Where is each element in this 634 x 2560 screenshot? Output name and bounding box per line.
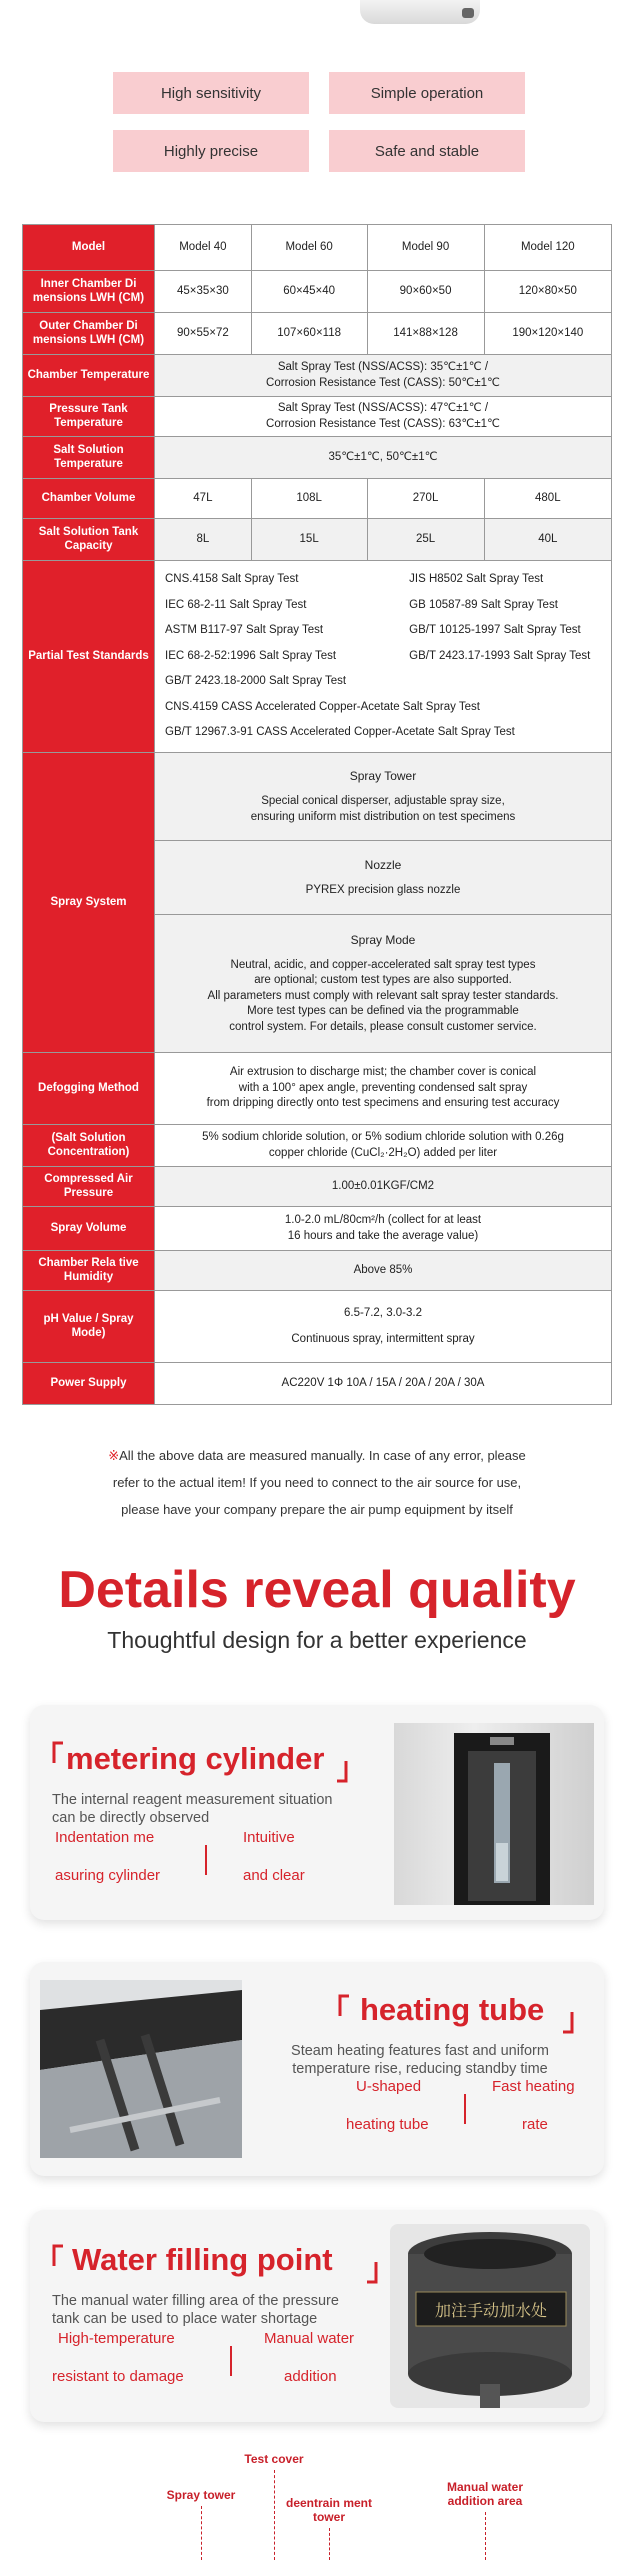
cell-line: with a 100° apex angle, preventing condensed salt spray	[238, 1081, 528, 1094]
row-label-humidity: Chamber Rela tive Humidity	[23, 1251, 155, 1291]
feature-text: and clear	[243, 1867, 305, 1884]
table-cell: 45×35×30	[155, 271, 252, 313]
standard-item: GB/T 2423.18-2000 Salt Spray Test	[165, 675, 347, 688]
card-title: metering cylinder	[66, 1741, 325, 1776]
desc-line: tank can be used to place water shortage	[52, 2311, 318, 2327]
row-label-solution-temp: Salt Solution Temperature	[23, 437, 155, 479]
feature-text: Fast heating	[492, 2078, 575, 2095]
table-cell	[155, 1291, 612, 1363]
bracket-close-icon	[336, 1759, 348, 1783]
table-cell	[155, 1053, 612, 1125]
cell-line: Special conical disperser, adjustable spray size,	[261, 795, 505, 808]
feature-text: rate	[522, 2116, 548, 2133]
row-label-volume: Chamber Volume	[23, 479, 155, 519]
row-label-inner: Inner Chamber Di mensions LWH (CM)	[23, 271, 155, 313]
table-cell	[155, 753, 612, 841]
model-cell: Model 90	[367, 225, 484, 271]
feature-text: High-temperature	[58, 2330, 175, 2347]
table-cell	[155, 915, 612, 1053]
feature-pill-stable: Safe and stable	[329, 130, 525, 172]
leader-line	[485, 2512, 486, 2560]
table-cell: 107×60×118	[251, 313, 367, 355]
row-label-standards: Partial Test Standards	[23, 561, 155, 753]
water-plate-text: 加注手动加水处	[434, 2300, 547, 2320]
divider	[464, 2094, 466, 2124]
table-cell: 108L	[251, 479, 367, 519]
bracket-open-icon	[52, 2244, 64, 2268]
standard-item: CNS.4158 Salt Spray Test	[165, 573, 299, 586]
feature-pill-operation: Simple operation	[329, 72, 525, 114]
standard-item: ASTM B117-97 Salt Spray Test	[165, 624, 324, 637]
feature-text: U-shaped	[356, 2078, 422, 2095]
table-row	[23, 1207, 612, 1251]
divider	[205, 1845, 207, 1875]
table-cell: 15L	[251, 519, 367, 561]
label-spray-tower: Spray tower	[166, 2488, 236, 2502]
cell-line: Corrosion Resistance Test (CASS): 50℃±1℃	[266, 376, 500, 389]
cell-line: from dripping directly onto test specimens and ensuring test accuracy	[206, 1097, 560, 1110]
desc-line: The manual water filling area of the pressure	[52, 2293, 339, 2309]
cell-line: copper chloride (CuCl₂·2H₂O) added per liter	[268, 1146, 498, 1159]
feature-text: Intuitive	[243, 1829, 295, 1846]
feature-text: addition	[284, 2368, 337, 2385]
card-title: Water filling point	[72, 2242, 333, 2277]
table-row	[23, 225, 612, 271]
table-cell	[155, 355, 612, 397]
spray-mode-title: Spray Mode	[350, 932, 416, 947]
cell-line: PYREX precision glass nozzle	[305, 883, 461, 896]
standard-item: IEC 68-2-52:1996 Salt Spray Test	[165, 649, 337, 662]
table-row	[23, 271, 612, 313]
card-description	[260, 2042, 580, 2078]
cell-line: ensuring uniform mist distribution on test specimens	[250, 810, 516, 823]
cell-line: All parameters must comply with relevant salt spray tester standards.	[207, 989, 559, 1002]
leader-line	[274, 2470, 275, 2560]
model-cell: Model 60	[251, 225, 367, 271]
spec-table	[22, 224, 612, 1405]
detail-card-water	[30, 2210, 604, 2422]
row-label-ph: pH Value / Spray Mode)	[23, 1291, 155, 1363]
table-row	[23, 753, 612, 841]
standards-cell	[155, 561, 612, 753]
detail-card-metering	[30, 1705, 604, 1920]
table-row	[23, 1053, 612, 1125]
standard-item: GB/T 2423.17-1993 Salt Spray Test	[409, 649, 591, 662]
cell-line: 16 hours and take the average value)	[287, 1229, 479, 1242]
heating-tube-photo	[40, 1980, 242, 2158]
row-label-spray-system: Spray System	[23, 753, 155, 1053]
standard-item: GB 10587-89 Salt Spray Test	[409, 598, 558, 611]
table-row	[23, 1167, 612, 1207]
table-cell: 480L	[484, 479, 611, 519]
row-label-air-pressure: Compressed Air Pressure	[23, 1167, 155, 1207]
feature-text: asuring cylinder	[55, 1867, 161, 1884]
measurement-note	[40, 1442, 594, 1523]
row-label-spray-volume: Spray Volume	[23, 1207, 155, 1251]
table-cell	[155, 397, 612, 437]
cell-line: Air extrusion to discharge mist; the chamber cover is conical	[229, 1066, 537, 1079]
card-description	[52, 1791, 333, 1827]
cell-line: Salt Spray Test (NSS/ACSS): 47℃±1℃ /	[277, 401, 489, 414]
standard-item: GB/T 12967.3-91 CASS Accelerated Copper-Acetate Salt Spray Test	[165, 726, 515, 739]
table-row	[23, 355, 612, 397]
row-label-defog: Defogging Method	[23, 1053, 155, 1125]
table-row	[23, 561, 612, 753]
note-line: refer to the actual item! If you need to connect to the air source for use,	[112, 1475, 522, 1490]
table-cell: 141×88×128	[367, 313, 484, 355]
table-cell: 35℃±1℃, 50℃±1℃	[155, 437, 612, 479]
desc-line: temperature rise, reducing standby time	[292, 2061, 548, 2077]
row-label-model: Model	[23, 225, 155, 271]
bracket-close-icon	[562, 2010, 574, 2034]
table-cell: 25L	[367, 519, 484, 561]
row-label-power: Power Supply	[23, 1363, 155, 1405]
table-cell	[155, 1125, 612, 1167]
note-line	[40, 1442, 594, 1469]
table-cell: 1.00±0.01KGF/CM2	[155, 1167, 612, 1207]
cell-line: Continuous spray, intermittent spray	[291, 1332, 475, 1345]
cell-line: Corrosion Resistance Test (CASS): 63℃±1℃	[266, 417, 500, 430]
leader-line	[329, 2528, 330, 2560]
label-test-cover: Test cover	[244, 2452, 304, 2466]
table-cell	[155, 841, 612, 915]
desc-line: can be directly observed	[52, 1810, 210, 1826]
table-cell: 120×80×50	[484, 271, 611, 313]
table-row	[23, 313, 612, 355]
card-description	[52, 2292, 339, 2328]
label-manual-water: Manual water addition area	[446, 2480, 524, 2508]
table-row	[23, 1363, 612, 1405]
leader-line	[201, 2506, 202, 2560]
standard-item: CNS.4159 CASS Accelerated Copper-Acetate Salt Spray Test	[165, 700, 480, 713]
table-row	[23, 1125, 612, 1167]
details-subtitle: Thoughtful design for a better experience	[107, 1627, 527, 1653]
cell-line: 6.5-7.2, 3.0-3.2	[344, 1306, 422, 1319]
table-row	[23, 479, 612, 519]
desc-line: The internal reagent measurement situation	[52, 1792, 333, 1808]
cell-line: 1.0-2.0 mL/80cm²/h (collect for at least	[284, 1213, 482, 1226]
table-cell: 60×45×40	[251, 271, 367, 313]
details-title: Details reveal quality	[58, 1561, 576, 1619]
water-filling-photo	[390, 2224, 590, 2408]
table-row	[23, 519, 612, 561]
cell-line: control system. For details, please consult customer service.	[229, 1020, 537, 1033]
table-cell: 270L	[367, 479, 484, 519]
note-line: please have your company prepare the air pump equipment by itself	[121, 1502, 513, 1517]
note-text: All the above data are measured manually. In case of any error, please	[119, 1448, 526, 1463]
table-cell	[155, 1207, 612, 1251]
note-mark: ※	[108, 1448, 120, 1463]
heating-tube-illustration	[40, 1980, 242, 2158]
model-cell: Model 120	[484, 225, 611, 271]
table-row	[23, 397, 612, 437]
row-label-pressure: Pressure Tank Temperature	[23, 397, 155, 437]
bracket-open-icon	[52, 1741, 64, 1765]
bracket-close-icon	[366, 2260, 378, 2284]
machine-top-edge	[360, 0, 480, 24]
cell-line: are optional; custom test types are also supported.	[254, 974, 512, 987]
cell-line: Neutral, acidic, and copper-accelerated salt spray test types	[230, 958, 536, 971]
row-label-chamber-temp: Chamber Temperature	[23, 355, 155, 397]
feature-text: Manual water	[264, 2330, 355, 2347]
feature-text: Indentation me	[55, 1829, 155, 1846]
feature-text: resistant to damage	[52, 2368, 184, 2385]
feature-text: heating tube	[346, 2116, 429, 2133]
detail-card-heating	[30, 1962, 604, 2176]
standard-item: JIS H8502 Salt Spray Test	[409, 573, 544, 586]
cell-line: Salt Spray Test (NSS/ACSS): 35℃±1℃ /	[277, 360, 489, 373]
table-cell: 90×60×50	[367, 271, 484, 313]
bracket-open-icon	[338, 1994, 350, 2018]
standard-item: IEC 68-2-11 Salt Spray Test	[165, 598, 307, 611]
table-cell: Above 85%	[155, 1251, 612, 1291]
divider	[230, 2346, 232, 2376]
table-cell: 190×120×140	[484, 313, 611, 355]
metering-cylinder-photo	[394, 1723, 594, 1905]
card-title: heating tube	[360, 1992, 545, 2027]
feature-pill-precise: Highly precise	[113, 130, 309, 172]
table-cell: 90×55×72	[155, 313, 252, 355]
spray-tower-title: Spray Tower	[349, 768, 417, 783]
table-row	[23, 437, 612, 479]
row-label-outer: Outer Chamber Di mensions LWH (CM)	[23, 313, 155, 355]
feature-pill-sensitivity: High sensitivity	[113, 72, 309, 114]
desc-line: Steam heating features fast and uniform	[291, 2043, 549, 2059]
row-label-tank: Salt Solution Tank Capacity	[23, 519, 155, 561]
cell-line: 5% sodium chloride solution, or 5% sodium chloride solution with 0.26g	[202, 1130, 564, 1143]
label-deentrainment: deentrain ment tower	[285, 2496, 372, 2524]
table-cell: AC220V 1Φ 10A / 15A / 20A / 20A / 30A	[155, 1363, 612, 1405]
table-cell: 47L	[155, 479, 252, 519]
cell-line: More test types can be defined via the programmable	[247, 1005, 519, 1018]
table-cell: 8L	[155, 519, 252, 561]
cylinder-illustration	[394, 1723, 594, 1905]
table-row	[23, 1251, 612, 1291]
nozzle-title: Nozzle	[364, 857, 402, 872]
standard-item: GB/T 10125-1997 Salt Spray Test	[409, 624, 581, 637]
model-cell: Model 40	[155, 225, 252, 271]
row-label-concentration: (Salt Solution Concentration)	[23, 1125, 155, 1167]
table-cell: 40L	[484, 519, 611, 561]
table-row	[23, 1291, 612, 1363]
